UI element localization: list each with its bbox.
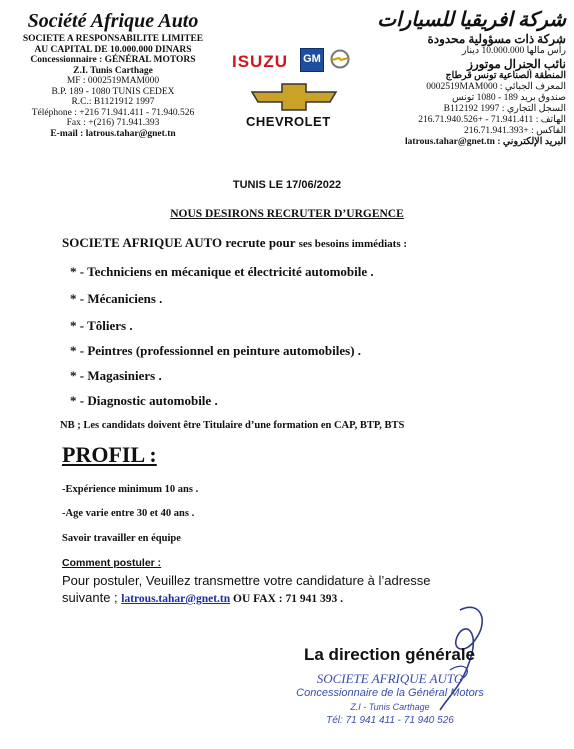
profil-line: Savoir travailler en équipe: [62, 533, 181, 544]
legal-line: SOCIETE A RESPONSABILITE LIMITEE: [22, 34, 204, 44]
address-mf: MF : 0002519MAM000: [66, 76, 160, 86]
dealer-line-arabic: نائب الجنرال موتورز: [467, 57, 566, 71]
intro-text: recrute pour: [225, 235, 296, 250]
legal-line-arabic: شركة ذات مسؤولية محدودة: [427, 32, 566, 46]
zone-arabic: المنطقة الصناعية تونس قرطاج: [445, 71, 566, 81]
apply-line-2: [62, 590, 343, 605]
job-item: * - Magasiniers .: [70, 368, 162, 383]
profil-line: -Expérience minimum 10 ans .: [62, 484, 199, 495]
mf-arabic: المعرف الجبائي : 0002519MAM000: [426, 82, 566, 92]
capital-line: AU CAPITAL DE 10.000.000 DINARS: [34, 44, 192, 55]
apply-line-1: Pour postuler, Veuillez transmettre votre candidature à l’adresse: [62, 573, 431, 588]
intro-line: [62, 235, 407, 251]
address-bp: B.P. 189 - 1080 TUNIS CEDEX: [51, 86, 175, 97]
apply-prefix: suivante ;: [62, 590, 122, 605]
letterhead-right: [376, 8, 566, 148]
apply-email-link[interactable]: latrous.tahar@gnet.tn: [121, 593, 231, 605]
intro-company: SOCIETE AFRIQUE AUTO: [62, 235, 223, 250]
address-rc: R.C.: B1121912 1997: [71, 97, 155, 107]
company-name: Société Afrique Auto: [27, 10, 199, 32]
company-stamp: [290, 672, 490, 728]
dealer-line: Concessionnaire : GÉNÉRAL MOTORS: [30, 55, 196, 65]
signature-title: La direction générale: [304, 645, 475, 664]
chevrolet-wordmark: CHEVROLET: [246, 114, 331, 129]
address-fax: Fax : +(216) 71.941.393: [66, 118, 160, 128]
bp-arabic: صندوق بريد 189 - 1080 تونس: [451, 93, 566, 103]
apply-heading: Comment postuler :: [62, 557, 162, 569]
letterhead-left: [8, 10, 218, 139]
address-zone: Z.I. Tunis Carthage: [73, 65, 153, 76]
stamp-phone: Tél: 71 941 411 - 71 940 526: [326, 715, 454, 726]
nb-note: NB ; Les candidats doivent être Titulaire d’une formation en CAP, BTP, BTS: [60, 420, 405, 431]
tel-arabic: الهاتف : 71.941.411 - +216.71.940.526: [418, 115, 566, 125]
address-phone: Téléphone : +216 71.941.411 - 71.940.526: [31, 107, 195, 118]
chevrolet-bowtie-icon: [250, 82, 338, 112]
job-item: * - Mécaniciens .: [70, 291, 163, 306]
urgent-heading: NOUS DESIRONS RECRUTER D’URGENCE: [170, 208, 404, 220]
letter-date: TUNIS LE 17/06/2022: [232, 179, 342, 191]
job-item: * - Techniciens en mécanique et électricité automobile .: [70, 264, 374, 279]
intro-needs: ses besoins immédiats :: [298, 238, 408, 250]
apply-fax: OU FAX : 71 941 393 .: [230, 593, 344, 605]
profil-line: -Age varie entre 30 et 40 ans .: [62, 508, 195, 519]
stamp-zone: Z.I - Tunis Carthage: [350, 702, 430, 712]
gm-logo: GM: [300, 48, 324, 72]
profil-heading: PROFIL :: [62, 442, 157, 467]
address-email: E-mail : latrous.tahar@gnet.tn: [50, 128, 176, 139]
job-item: * - Tôliers .: [70, 318, 133, 333]
stamp-company: SOCIETE AFRIQUE AUTO: [316, 671, 464, 686]
opel-logo-icon: [330, 49, 350, 69]
isuzu-logo: ISUZU: [232, 52, 288, 71]
job-item: * - Peintres (professionnel en peinture automobiles) .: [70, 343, 362, 358]
job-item: * - Diagnostic automobile .: [70, 393, 218, 408]
fax-arabic: الفاكس : +216.71.941.393: [464, 126, 566, 136]
capital-line-arabic: رأس مالها 10.000.000 دينار: [461, 46, 566, 56]
brand-logos: [232, 48, 362, 138]
stamp-dealer: Concessionnaire de la Général Motors: [296, 687, 484, 699]
rc-arabic: السجل التجاري : B112192 1997: [443, 104, 566, 114]
company-name-arabic: شركة افريقيا للسيارات: [377, 9, 566, 31]
email-arabic: البريد الإلكتروني : latrous.tahar@gnet.tn: [405, 137, 566, 147]
